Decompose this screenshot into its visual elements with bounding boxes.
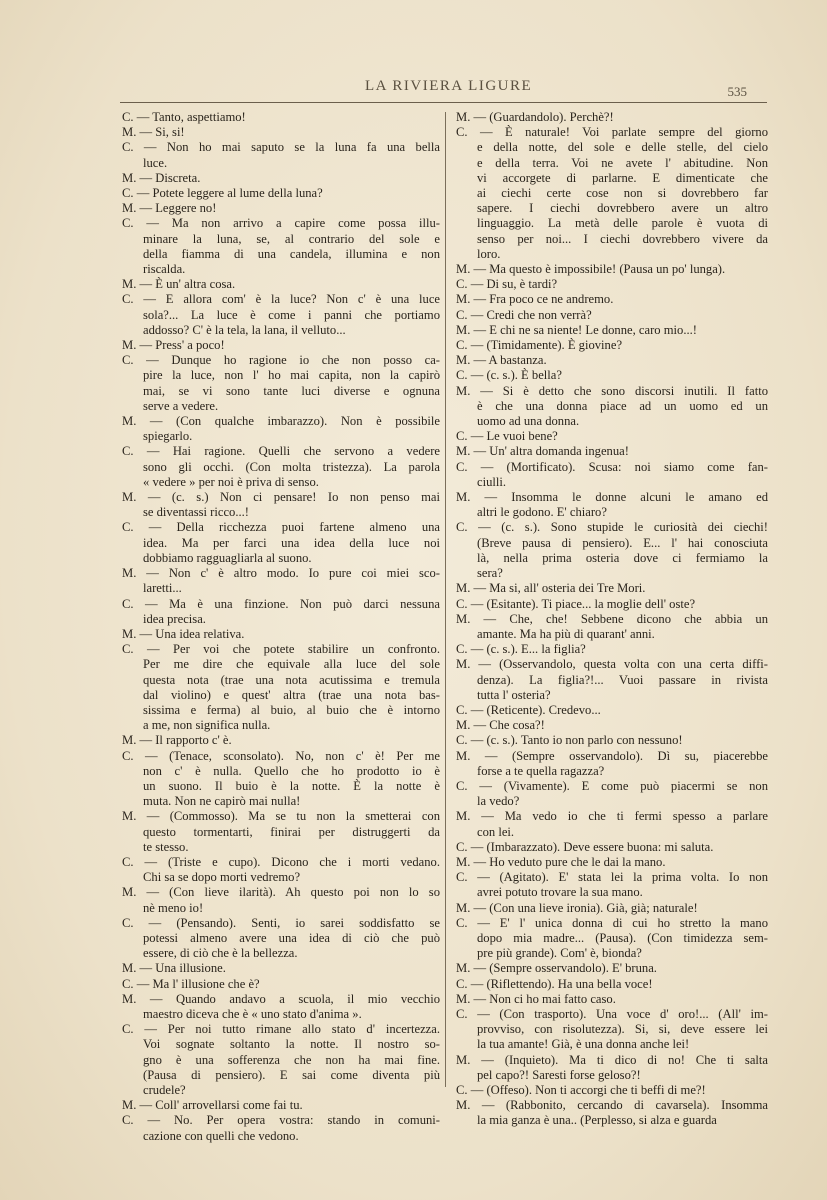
text-line: Voi sognate soltanto la notte. Il nostro so- (143, 1037, 440, 1052)
text-line: C. — Ma non arrivo a capire come possa illu- (122, 216, 440, 231)
text-line: M. — (Con una lieve ironia). Già, già; naturale! (456, 900, 698, 915)
header-rule (120, 102, 767, 103)
text-line: C. — Per voi che potete stabilire un confronto. (122, 642, 440, 657)
text-line: amante. Ma ha più di quarant' anni. (477, 626, 655, 641)
text-line: M. — (Sempre osservandolo). E' bruna. (456, 961, 657, 976)
text-line: minare la luna, se, al contrario del sole e (143, 231, 440, 246)
text-line: M. — (Rabbonito, cercando di cavarsela). Insomma (456, 1098, 768, 1113)
text-line: C. — Hai ragione. Quelli che servono a vedere (122, 444, 440, 459)
text-line: la mia ganza è una.. (Perplesso, si alza e guarda (477, 1113, 717, 1128)
text-line: M. — Non ci ho mai fatto caso. (456, 991, 616, 1006)
text-line: C. — È naturale! Voi parlate sempre del giorno (456, 125, 768, 140)
text-line: ai ciechi certe cose non si dovrebbero far (477, 186, 768, 201)
text-line: M. — Un' altra domanda ingenua! (456, 444, 629, 459)
text-line: C. — (Reticente). Credevo... (456, 702, 601, 717)
text-line: M. — A bastanza. (456, 353, 547, 368)
text-line: C. — Ma è una finzione. Non può darci nessuna (122, 596, 440, 611)
text-line: idea precisa. (143, 611, 206, 626)
text-line: questa nota (trae una nota acutissima e tremula (143, 672, 440, 687)
text-line: C. — (Timidamente). È giovine? (456, 338, 623, 353)
text-line: C. — E' l' unica donna di cui ho stretto la mano (456, 915, 768, 930)
text-line: C. — (Esitante). Ti piace... la moglie dell' oste? (456, 596, 696, 611)
text-line: C. — (Vivamente). E come può piacermi se non (456, 778, 768, 793)
text-line: nè meno io! (143, 900, 204, 915)
text-line: pel capo?! Saresti forse geloso?! (477, 1067, 641, 1082)
text-line: e della terra. Voi ne avete l' abitudine. Non (477, 155, 768, 170)
text-line: C. — E allora com' è la luce? Non c' è una luce (122, 292, 440, 307)
text-line: M. — Ma vedo io che ti fermi spesso a parlare (456, 809, 768, 824)
text-line: M. — (Inquieto). Ma ti dico di no! Che ti salta (456, 1052, 768, 1067)
text-line: crudele? (143, 1083, 186, 1097)
text-line: provviso, con risolutezza). Si, si, deve essere lei (477, 1022, 768, 1037)
text-line: gno è una sofferenza che non ha mai fine. (143, 1052, 440, 1067)
text-line: C. — Tanto, aspettiamo! (122, 110, 246, 124)
text-line: (Pausa di pensiero). E sai come diventa più (143, 1067, 440, 1082)
text-line: M. — Che, che! Sebbene dicono che abbia un (456, 611, 768, 626)
text-line: M. — Ma si, all' osteria dei Tre Mori. (456, 581, 646, 596)
text-line: C. — Credi che non verrà? (456, 307, 592, 322)
text-line: C. — Di su, è tardi? (456, 277, 558, 292)
text-line: M. — Ho veduto pure che le dai la mano. (456, 854, 666, 869)
right-column (456, 110, 768, 1129)
text-line: M. — Non c' è altro modo. Io pure coi miei sco- (122, 566, 440, 581)
text-line: C. — Ma l' illusione che è? (122, 976, 260, 991)
text-line: riscalda. (143, 262, 186, 277)
text-line: sapere. I ciechi dovrebbero avere un altro (477, 201, 768, 216)
text-line: uomo ad una donna. (477, 414, 580, 429)
page-number: 535 (727, 84, 747, 99)
text-line: muta. Non ne capirò mai nulla! (143, 794, 301, 809)
text-line: M. — Ma questo è impossibile! (Pausa un po' lunga). (456, 262, 726, 277)
text-line: sera? (477, 566, 503, 581)
text-line: loro. (477, 246, 501, 261)
text-line: M. — (c. s.) Non ci pensare! Io non penso mai (122, 490, 440, 505)
text-line: C. — (Riflettendo). Ha una bella voce! (456, 976, 653, 991)
text-line: C. — (Imbarazzato). Deve essere buona: mi saluta. (456, 839, 714, 854)
text-line: C. — Per noi tutto rimane allo stato d' incertezza. (122, 1022, 440, 1037)
text-line: sola?... La luce è come i panni che portiamo (143, 307, 440, 322)
page-header (120, 74, 767, 104)
text-line: serve a vedere. (143, 398, 219, 413)
text-line: dopo mia madre... (Pausa). (Con timidezza sem- (477, 930, 768, 945)
text-line: addosso? C' è la tela, la lana, il velluto... (143, 322, 346, 337)
text-line: M. — Press' a poco! (122, 338, 225, 353)
text-line: questo tormentarti, finirai per distruggerti da (143, 824, 440, 839)
text-line: C. — (Offeso). Non ti accorgi che ti beffi di me?! (456, 1083, 706, 1097)
text-line: ciulli. (477, 474, 507, 489)
text-line: M. — Discreta. (122, 170, 201, 185)
text-line: maestro diceva che è « uno stato d'anima ». (143, 1006, 362, 1021)
text-line: C. — Le vuoi bene? (456, 429, 558, 444)
text-line: C. — (c. s.). E... la figlia? (456, 642, 586, 657)
text-line: altri le godono. E' chiaro? (477, 505, 607, 520)
text-line: M. — Leggere no! (122, 201, 217, 216)
text-line: pire la luce, non l' ho mai capita, non la capirò (143, 368, 440, 383)
text-line: te stesso. (143, 839, 189, 854)
text-line: Per me dire che equivale alla luce del sole (143, 657, 440, 672)
running-title: LA RIVIERA LIGURE (365, 78, 533, 94)
text-line: (Breve pausa di pensiero). E... l' hai conosciuta (477, 535, 768, 550)
text-line: dobbiamo ragguagliarla al suono. (143, 550, 312, 565)
text-line: a me, non significa nulla. (143, 718, 271, 733)
text-line: potessi almeno avere una idea di ciò che può (143, 930, 440, 945)
text-line: C. — Non ho mai saputo se la luna fa una bella (122, 140, 440, 155)
text-line: la vedo? (477, 794, 520, 809)
text-line: C. — (Tenace, sconsolato). No, non c' è! Per me (122, 748, 440, 763)
text-line: M. — (Guardandolo). Perchè?! (456, 110, 614, 124)
text-line: luce. (143, 155, 168, 170)
text-line: C. — (Con trasporto). Una voce d' oro!... (All' im- (456, 1006, 768, 1021)
text-line: M. — (Con qualche imbarazzo). Non è possibile (122, 414, 440, 429)
text-line: linguaggio. La metà delle parole è vuota di (477, 216, 768, 231)
text-line: la tua amante! Già, è una donna anche lei! (477, 1037, 690, 1052)
text-line: essere, di ciò che è la bellezza. (143, 946, 298, 961)
left-column (122, 110, 440, 1144)
text-line: M. — Fra poco ce ne andremo. (456, 292, 614, 307)
text-line: denza). La figlia?!... Vuoi passare in rivista (477, 672, 768, 687)
text-line: pre più grande). Com' è, bionda? (477, 946, 642, 961)
text-line: C. — (Agitato). E' stata lei la prima volta. Io non (456, 870, 768, 885)
text-line: M. — Una idea relativa. (122, 626, 245, 641)
text-line: laretti... (143, 581, 182, 596)
column-divider (445, 112, 446, 1087)
text-line: M. — Insomma le donne alcuni le amano ed (456, 490, 768, 505)
text-line: tutta l' osteria? (477, 687, 551, 702)
text-line: M. — (Sempre osservandolo). Dì su, piacerebbe (456, 748, 768, 763)
text-line: sono gli occhi. (Con molta tristezza). La parola (143, 459, 440, 474)
text-line: M. — Si è detto che sono discorsi inutili. Il fatto (456, 383, 768, 398)
text-line: dal violino) e quest' altra (trae una nota bas- (143, 687, 440, 702)
text-line: spiegarlo. (143, 429, 193, 444)
text-line: non c' è nulla. Quello che ho prodotto io è (143, 763, 440, 778)
text-line: mai, se vi sono tante luci diverse e ognuna (143, 383, 440, 398)
text-line: della fiamma di una candela, illumina e non (143, 246, 440, 261)
text-line: M. — (Osservandolo, questa volta con una certa diffi- (456, 657, 768, 672)
text-line: C. — (Triste e cupo). Dicono che i morti vedano. (122, 854, 440, 869)
text-line: è che una donna piace ad un uomo ed un (477, 398, 768, 413)
text-line: M. — Il rapporto c' è. (122, 733, 232, 748)
text-line: M. — Coll' arrovellarsi come fai tu. (122, 1098, 303, 1113)
text-line: M. — Che cosa?! (456, 718, 545, 733)
text-line: C. — (c. s.). È bella? (456, 368, 562, 383)
text-line: vi accorgete di parlarne. E dimenticate che (477, 170, 768, 185)
text-line: C. — (c. s.). Tanto io non parlo con nessuno! (456, 733, 683, 748)
text-line: un suono. Il buio è la notte. È la notte è (143, 778, 440, 793)
text-line: sissima e ferma) al buio, al buio che è intorno (143, 702, 440, 717)
text-line: M. — Si, si! (122, 125, 185, 140)
text-line: Chi sa se dopo morti vedremo? (143, 870, 301, 885)
text-line: M. — E chi ne sa niente! Le donne, caro mio...! (456, 322, 697, 337)
text-line: C. — No. Per opera vostra: stando in comuni- (122, 1113, 440, 1128)
text-line: se diventassi ricco...! (143, 505, 249, 520)
text-line: senso per noi... I ciechi dovrebbero vivere da (477, 231, 768, 246)
text-line: « vedere » per noi è priva di senso. (143, 474, 319, 489)
text-line: M. — Una illusione. (122, 961, 226, 976)
text-line: idea. Ma per farci una idea della luce noi (143, 535, 440, 550)
text-line: M. — È un' altra cosa. (122, 277, 236, 292)
text-line: là, nella prima osteria dove ci fermiamo la (477, 550, 768, 565)
text-line: C. — (Pensando). Senti, io sarei soddisfatto se (122, 915, 440, 930)
text-line: C. — (Mortificato). Scusa: noi siamo come fan- (456, 459, 768, 474)
text-line: C. — Della ricchezza puoi fartene almeno una (122, 520, 440, 535)
text-line: forse a te quella ragazza? (477, 763, 605, 778)
text-line: con lei. (477, 824, 515, 839)
text-line: M. — (Commosso). Ma se tu non la smetterai con (122, 809, 440, 824)
text-line: C. — Dunque ho ragione io che non posso ca- (122, 353, 440, 368)
text-line: avrei potuto trovare la sua mano. (477, 885, 643, 900)
text-line: C. — (c. s.). Sono stupide le curiosità dei ciechi! (456, 520, 768, 535)
text-line: C. — Potete leggere al lume della luna? (122, 186, 323, 201)
text-line: M. — Quando andavo a scuola, il mio vecchio (122, 991, 440, 1006)
text-line: e della notte, del sole e delle stelle, del cielo (477, 140, 768, 155)
text-line: M. — (Con lieve ilarità). Ah questo poi non lo so (122, 885, 440, 900)
text-line: cazione con quelli che vedono. (143, 1128, 299, 1143)
